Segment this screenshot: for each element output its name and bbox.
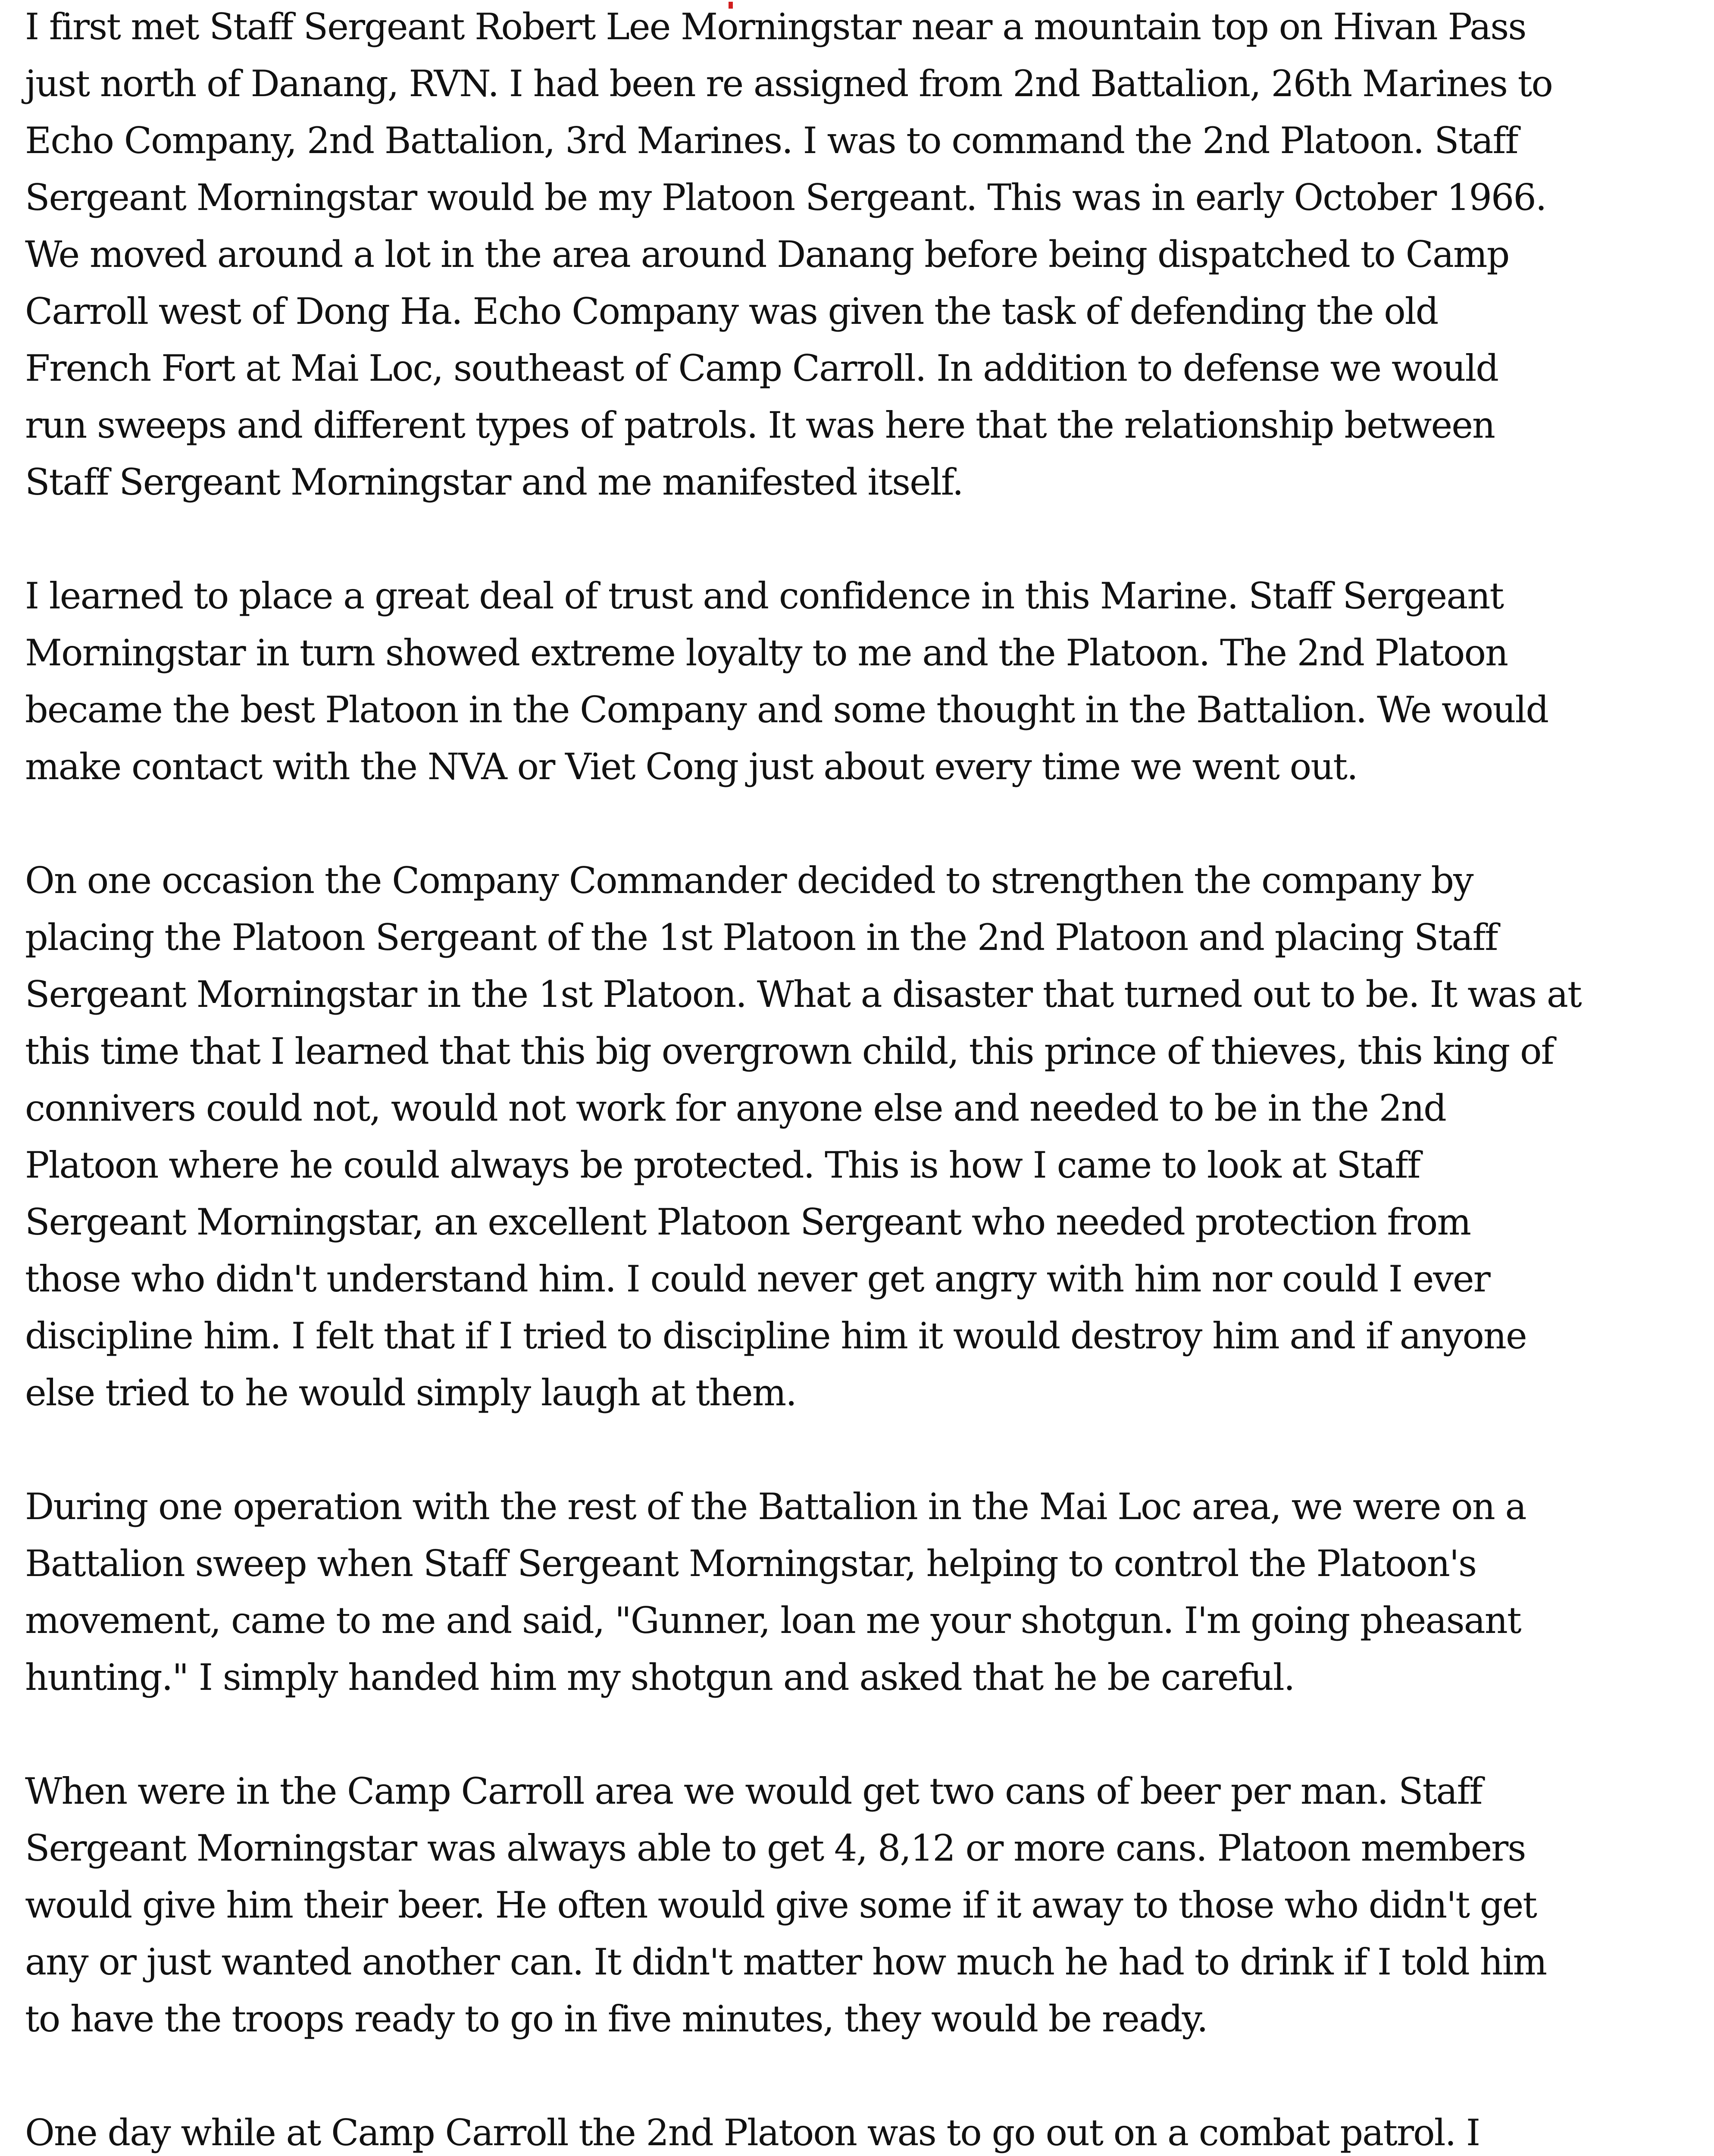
text-line: would give him their beer. He often would give some if it away to those who didn't get	[25, 1884, 1537, 1926]
text-line: During one operation with the rest of the Battalion in the Mai Loc area, we were on a	[25, 1485, 1526, 1528]
text-line: to have the troops ready to go in five minutes, they would be ready.	[25, 1998, 1207, 2040]
text-line: Carroll west of Dong Ha. Echo Company was given the task of defending the old	[25, 290, 1438, 332]
text-line: Sergeant Morningstar in the 1st Platoon. What a disaster that turned out to be. It was at	[25, 973, 1581, 1015]
text-line: One day while at Camp Carroll the 2nd Platoon was to go out on a combat patrol. I	[25, 2112, 1480, 2154]
text-line: placing the Platoon Sergeant of the 1st Platoon in the 2nd Platoon and placing Staff	[25, 916, 1498, 959]
text-line: run sweeps and different types of patrols. It was here that the relationship between	[25, 404, 1495, 446]
text-line: any or just wanted another can. It didn't matter how much he had to drink if I told him	[25, 1941, 1547, 1983]
text-line: Sergeant Morningstar, an excellent Platoon Sergeant who needed protection from	[25, 1201, 1471, 1243]
text-line: became the best Platoon in the Company and some thought in the Battalion. We would	[25, 689, 1548, 731]
text-line: I learned to place a great deal of trust and confidence in this Marine. Staff Sergeant	[25, 575, 1504, 617]
text-line: Platoon where he could always be protected. This is how I came to look at Staff	[25, 1144, 1420, 1186]
text-line: this time that I learned that this big overgrown child, this prince of thieves, this king of	[25, 1030, 1554, 1072]
text-line: movement, came to me and said, "Gunner, loan me your shotgun. I'm going pheasant	[25, 1599, 1521, 1642]
text-line: We moved around a lot in the area around Danang before being dispatched to Camp	[25, 233, 1509, 276]
text-line: discipline him. I felt that if I tried to discipline him it would destroy him and if anyone	[25, 1315, 1526, 1357]
text-line: else tried to he would simply laugh at them.	[25, 1372, 796, 1414]
text-line: Sergeant Morningstar was always able to get 4, 8,12 or more cans. Platoon members	[25, 1827, 1526, 1869]
text-line: Battalion sweep when Staff Sergeant Morningstar, helping to control the Platoon's	[25, 1542, 1476, 1585]
text-line: Staff Sergeant Morningstar and me manifested itself.	[25, 461, 963, 503]
text-line: connivers could not, would not work for anyone else and needed to be in the 2nd	[25, 1087, 1446, 1129]
text-line: make contact with the NVA or Viet Cong just about every time we went out.	[25, 746, 1357, 788]
text-line: those who didn't understand him. I could never get angry with him nor could I ever	[25, 1258, 1490, 1300]
text-line: hunting." I simply handed him my shotgun and asked that he be careful.	[25, 1656, 1295, 1698]
text-line: Sergeant Morningstar would be my Platoon Sergeant. This was in early October 1966.	[25, 176, 1546, 219]
text-line: just north of Danang, RVN. I had been re assigned from 2nd Battalion, 26th Marines to	[25, 63, 1552, 105]
text-line: When were in the Camp Carroll area we would get two cans of beer per man. Staff	[25, 1770, 1482, 1812]
text-line: French Fort at Mai Loc, southeast of Camp Carroll. In addition to defense we would	[25, 347, 1498, 389]
text-line: Morningstar in turn showed extreme loyalty to me and the Platoon. The 2nd Platoon	[25, 632, 1508, 674]
text-line: On one occasion the Company Commander decided to strengthen the company by	[25, 859, 1473, 902]
text-line: Echo Company, 2nd Battalion, 3rd Marines. I was to command the 2nd Platoon. Staff	[25, 119, 1518, 162]
text-line: I first met Staff Sergeant Robert Lee Morningstar near a mountain top on Hivan Pass	[25, 6, 1526, 48]
